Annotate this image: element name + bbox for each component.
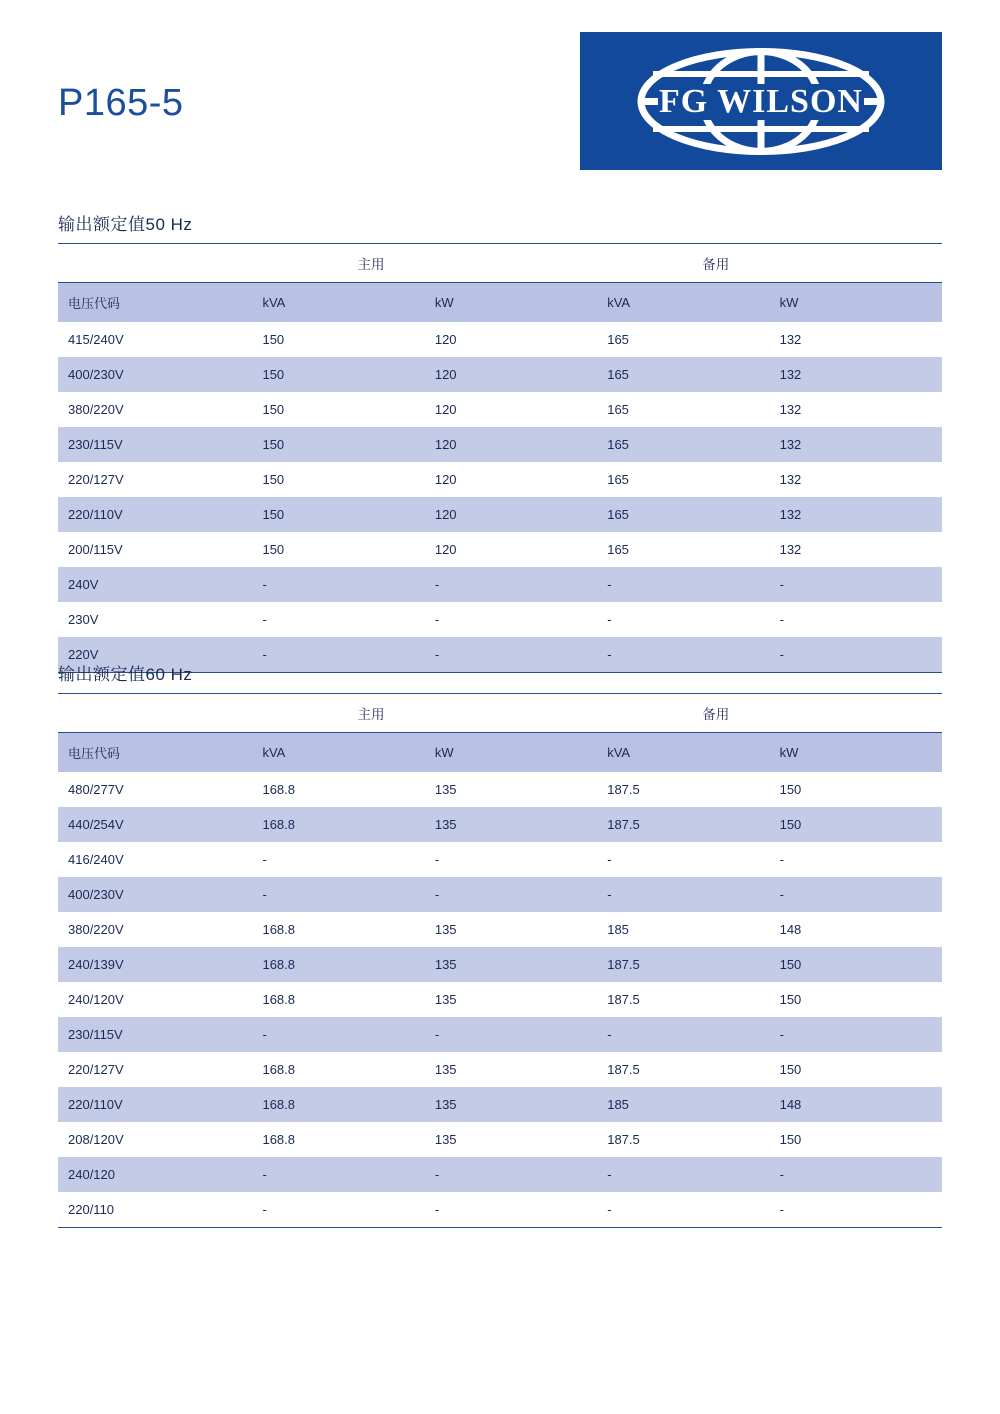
cell-standby-kw: - — [770, 567, 942, 602]
cell-standby-kw: 132 — [779, 402, 802, 417]
cell-standby-kva: 187.5 — [597, 807, 769, 842]
cell-prime-kva: - — [252, 1017, 424, 1052]
cell-prime-kva: 150 — [252, 427, 424, 462]
cell-prime-kw: 135 — [425, 807, 597, 842]
cell-prime-kw: 135 — [434, 922, 457, 937]
cell-voltage-code: 240V — [58, 567, 252, 602]
cell-standby-kva: 185 — [607, 922, 629, 937]
cell-standby-kva: 187.5 — [597, 947, 769, 982]
cell-voltage-code: 230/115V — [58, 427, 252, 462]
cell-prime-kw: 120 — [425, 427, 597, 462]
cell-standby-kw: 148 — [770, 1087, 942, 1122]
table-row — [58, 1052, 942, 1087]
cell-standby-kva: 165 — [607, 542, 629, 557]
cell-prime-kw: 120 — [434, 332, 457, 347]
cell-prime-kw: - — [425, 1157, 597, 1192]
cell-standby-kva: - — [597, 877, 769, 912]
cell-voltage-code: 220/110 — [58, 1192, 252, 1228]
cell-voltage-code: 230/115V — [58, 1017, 252, 1052]
cell-prime-kw: - — [425, 1017, 597, 1052]
cell-prime-kw: 135 — [434, 1132, 457, 1147]
globe-icon — [611, 44, 911, 159]
table-row — [58, 807, 942, 842]
cell-standby-kw: 150 — [779, 1132, 802, 1147]
cell-standby-kw: 150 — [779, 1062, 802, 1077]
cell-prime-kva: 168.8 — [252, 807, 424, 842]
column-header-prime-kw: kW — [425, 283, 597, 323]
cell-prime-kva: 168.8 — [262, 782, 296, 797]
column-header-standby-kva: kVA — [597, 283, 769, 323]
table-row — [58, 1122, 942, 1157]
section-title-50hz: 输出额定值50 Hz — [58, 210, 942, 244]
cell-voltage-code: 480/277V — [68, 782, 124, 797]
cell-standby-kva: 165 — [607, 472, 629, 487]
cell-standby-kw: 132 — [779, 332, 802, 347]
cell-voltage-code: 240/120V — [68, 992, 124, 1007]
column-header-voltage-code: 电压代码 — [58, 283, 252, 323]
cell-standby-kw: - — [779, 612, 784, 627]
table-row — [58, 322, 942, 357]
cell-standby-kw: - — [770, 877, 942, 912]
cell-prime-kva: 168.8 — [252, 1087, 424, 1122]
cell-prime-kva: - — [262, 852, 267, 867]
cell-standby-kva: 187.5 — [607, 992, 640, 1007]
cell-standby-kva: 187.5 — [607, 782, 640, 797]
cell-prime-kw: 120 — [434, 472, 457, 487]
cell-standby-kva: - — [607, 852, 612, 867]
table-row — [58, 427, 942, 462]
cell-standby-kva: 165 — [597, 427, 769, 462]
cell-prime-kva: - — [252, 1157, 424, 1192]
cell-prime-kw: - — [425, 1192, 597, 1228]
cell-prime-kva: 150 — [252, 357, 424, 392]
group-header-blank — [58, 244, 252, 283]
cell-prime-kw: 120 — [425, 497, 597, 532]
cell-voltage-code: 240/120 — [58, 1157, 252, 1192]
cell-standby-kva: - — [597, 1017, 769, 1052]
column-header-prime-kva: kVA — [252, 733, 424, 773]
cell-voltage-code: 400/230V — [58, 357, 252, 392]
cell-prime-kva: 150 — [262, 402, 285, 417]
cell-standby-kva: 187.5 — [607, 1132, 640, 1147]
cell-voltage-code: 416/240V — [68, 852, 124, 867]
cell-standby-kw: 132 — [770, 497, 942, 532]
cell-standby-kva: - — [597, 1192, 769, 1228]
cell-voltage-code: 220/110V — [58, 1087, 252, 1122]
cell-standby-kw: 150 — [770, 807, 942, 842]
section-ratings-50hz — [58, 210, 942, 673]
table-group-header-row — [58, 694, 942, 733]
cell-prime-kw: 135 — [434, 1062, 457, 1077]
column-header-standby-kw: kW — [770, 283, 942, 323]
cell-prime-kw: 135 — [425, 1087, 597, 1122]
cell-voltage-code: 220/110V — [58, 497, 252, 532]
cell-prime-kw: 135 — [434, 782, 457, 797]
page-header — [0, 0, 1000, 180]
cell-prime-kva: - — [252, 1192, 424, 1228]
table-row — [58, 772, 942, 807]
cell-voltage-code: 208/120V — [68, 1132, 124, 1147]
cell-standby-kva: 185 — [597, 1087, 769, 1122]
cell-prime-kva: 168.8 — [262, 992, 296, 1007]
table-row — [58, 567, 942, 602]
cell-standby-kva: 165 — [607, 332, 629, 347]
cell-prime-kw: - — [425, 567, 597, 602]
cell-standby-kva: - — [597, 637, 769, 673]
column-header-voltage-code: 电压代码 — [58, 733, 252, 773]
cell-voltage-code: 220/127V — [68, 472, 124, 487]
cell-prime-kw: 120 — [434, 542, 457, 557]
section-ratings-60hz — [58, 660, 942, 1228]
cell-standby-kw: - — [770, 637, 942, 673]
cell-prime-kva: - — [262, 612, 267, 627]
cell-prime-kva: - — [252, 637, 424, 673]
cell-standby-kw: 148 — [779, 922, 802, 937]
table-row — [58, 357, 942, 392]
table-row — [58, 532, 942, 567]
column-header-standby-kva: kVA — [597, 733, 769, 773]
cell-standby-kw: - — [770, 1157, 942, 1192]
group-header-prime: 主用 — [252, 244, 597, 283]
table-column-header-row — [58, 283, 942, 323]
cell-standby-kw: - — [779, 852, 784, 867]
column-header-prime-kw: kW — [425, 733, 597, 773]
cell-prime-kw: 120 — [434, 402, 457, 417]
cell-prime-kw: 135 — [425, 947, 597, 982]
cell-prime-kva: - — [252, 567, 424, 602]
cell-prime-kva: 168.8 — [262, 1062, 296, 1077]
cell-standby-kva: 165 — [597, 357, 769, 392]
cell-standby-kva: 187.5 — [607, 1062, 640, 1077]
cell-voltage-code: 200/115V — [68, 542, 123, 557]
cell-standby-kw: 132 — [770, 357, 942, 392]
group-header-standby: 备用 — [597, 244, 942, 283]
cell-standby-kw: 150 — [779, 782, 802, 797]
table-row — [58, 1192, 942, 1228]
cell-standby-kva: 165 — [607, 402, 629, 417]
cell-standby-kva: - — [597, 567, 769, 602]
cell-prime-kw: - — [425, 877, 597, 912]
cell-standby-kva: 165 — [597, 497, 769, 532]
cell-standby-kw: 132 — [779, 472, 802, 487]
ratings-table-50hz — [58, 244, 942, 673]
group-header-blank — [58, 694, 252, 733]
cell-prime-kva: 150 — [262, 542, 285, 557]
cell-voltage-code: 380/220V — [68, 922, 124, 937]
cell-prime-kva: 150 — [262, 472, 285, 487]
table-row — [58, 912, 942, 947]
cell-voltage-code: 440/254V — [58, 807, 252, 842]
table-group-header-row — [58, 244, 942, 283]
cell-voltage-code: 380/220V — [68, 402, 124, 417]
table-row — [58, 462, 942, 497]
table-row — [58, 497, 942, 532]
cell-standby-kva: - — [597, 1157, 769, 1192]
cell-standby-kw: 150 — [770, 947, 942, 982]
table-row — [58, 392, 942, 427]
table-row — [58, 842, 942, 877]
cell-standby-kw: 150 — [779, 992, 802, 1007]
svg-text:FG WILSON: FG WILSON — [659, 82, 863, 120]
group-header-standby: 备用 — [597, 694, 942, 733]
cell-prime-kva: 150 — [252, 497, 424, 532]
table-column-header-row — [58, 733, 942, 773]
cell-prime-kw: - — [425, 637, 597, 673]
table-row — [58, 602, 942, 637]
cell-voltage-code: 415/240V — [68, 332, 124, 347]
cell-prime-kva: 168.8 — [262, 1132, 296, 1147]
column-header-standby-kw: kW — [770, 733, 942, 773]
page-title: P165-5 — [58, 82, 184, 124]
cell-prime-kva: 168.8 — [262, 922, 296, 937]
cell-voltage-code: 220/127V — [68, 1062, 124, 1077]
table-row — [58, 947, 942, 982]
cell-standby-kw: 132 — [779, 542, 802, 557]
cell-voltage-code: 400/230V — [58, 877, 252, 912]
fg-wilson-logo — [580, 32, 942, 170]
table-row — [58, 1157, 942, 1192]
cell-prime-kw: - — [434, 852, 440, 867]
cell-standby-kw: - — [770, 1192, 942, 1228]
column-header-prime-kva: kVA — [252, 283, 424, 323]
table-row — [58, 982, 942, 1017]
cell-standby-kw: 132 — [770, 427, 942, 462]
cell-prime-kva: - — [252, 877, 424, 912]
section-title-60hz: 输出额定值60 Hz — [58, 660, 942, 694]
group-header-prime: 主用 — [252, 694, 597, 733]
cell-prime-kva: 150 — [262, 332, 285, 347]
table-row — [58, 1087, 942, 1122]
cell-prime-kw: - — [434, 612, 440, 627]
cell-standby-kva: - — [607, 612, 612, 627]
cell-standby-kw: - — [770, 1017, 942, 1052]
cell-prime-kva: 168.8 — [252, 947, 424, 982]
cell-voltage-code: 220V — [58, 637, 252, 673]
table-row — [58, 1017, 942, 1052]
cell-voltage-code: 230V — [68, 612, 99, 627]
cell-prime-kw: 120 — [425, 357, 597, 392]
table-row — [58, 877, 942, 912]
cell-voltage-code: 240/139V — [58, 947, 252, 982]
ratings-table-60hz — [58, 694, 942, 1228]
cell-prime-kw: 135 — [434, 992, 457, 1007]
